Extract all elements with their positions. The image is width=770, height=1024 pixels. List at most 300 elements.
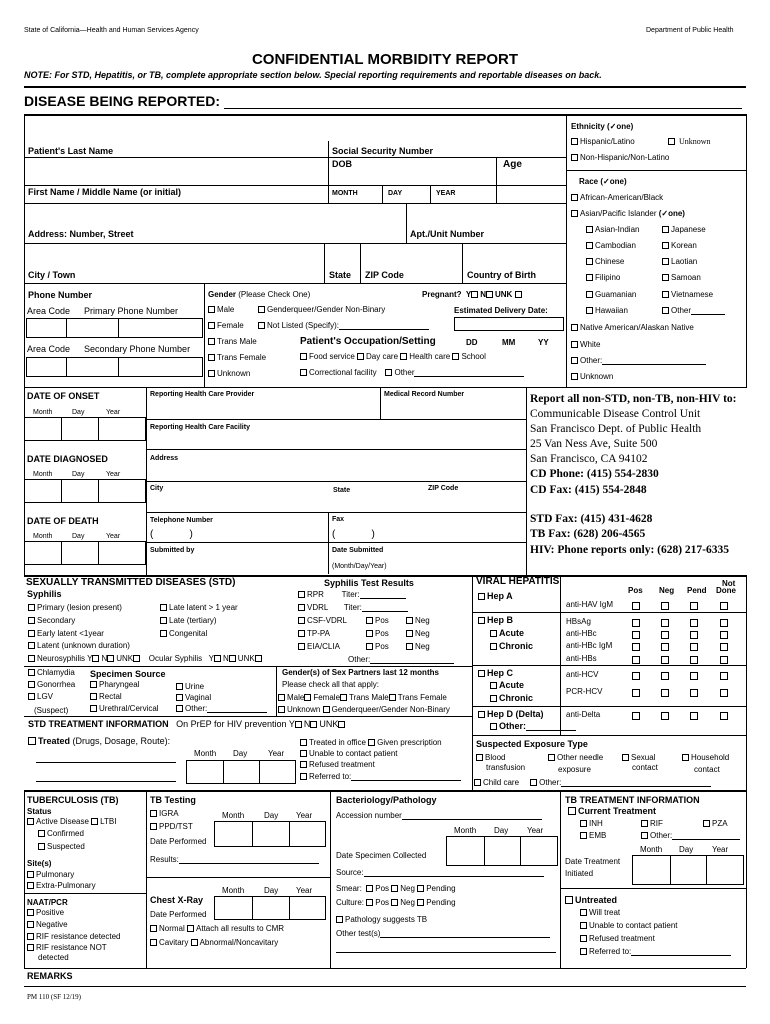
hep-b-label: Hep B [487,615,514,625]
smear-pending[interactable] [417,885,424,892]
provider-phone-label: Telephone Number [150,517,213,524]
tb-title: TUBERCULOSIS (TB) [27,795,119,805]
correctional-checkbox[interactable] [300,369,307,376]
tb-test-date-input[interactable] [214,821,326,847]
pharyngeal-label: Pharyngeal [99,680,140,689]
active-disease-checkbox[interactable] [27,818,34,825]
tb-referred-checkbox[interactable] [580,948,587,955]
rifnot2-label: detected [38,953,69,962]
tb-treat-month: Month [640,845,663,854]
rif-detected-checkbox[interactable] [27,933,34,940]
xray-day: Day [264,886,279,895]
tb-other-checkbox[interactable] [641,832,648,839]
african-american-checkbox[interactable] [571,194,578,201]
hep-result-pos-checkbox[interactable] [632,602,640,610]
smear-pos-label: Pos [375,884,390,893]
hep-other-checkbox[interactable] [490,723,497,730]
treated-office-checkbox[interactable] [300,739,307,746]
trans-male-checkbox[interactable] [208,338,215,345]
prescription-checkbox[interactable] [368,739,375,746]
samoan-checkbox[interactable] [662,274,669,281]
diag-day: Day [72,471,85,478]
household1-label: Household [691,753,730,762]
race-unknown-checkbox[interactable] [571,373,578,380]
hawaiian-checkbox[interactable] [586,307,593,314]
results-label: Results: [150,855,179,864]
partners-hint: Please check all that apply: [282,680,379,689]
lgv-checkbox[interactable] [28,693,35,700]
provider-zip-label: ZIP Code [428,485,459,492]
pharyngeal-checkbox[interactable] [90,681,97,688]
tb-refused-checkbox[interactable] [580,935,587,942]
gender-unknown-checkbox[interactable] [208,370,215,377]
gonorrhea-checkbox[interactable] [28,681,35,688]
remarks-label: REMARKS [27,971,73,981]
urine-label: Urine [185,682,205,691]
laotian-checkbox[interactable] [662,258,669,265]
not-listed-label: Not Listed (Specify): [267,321,340,330]
tb-referred-label: Referred to: [589,947,632,956]
remarks-input[interactable] [24,986,746,987]
tb-test-month: Month [222,811,245,820]
tb-treat-date-input[interactable] [632,855,744,885]
rif-checkbox[interactable] [641,820,648,827]
hep-b-acute[interactable] [490,630,497,637]
hep-result-neg-checkbox[interactable] [661,656,669,664]
edd-yy: YY [538,338,549,347]
tb-unable-label: Unable to contact patient [589,921,678,930]
diagnosed-date-input[interactable] [24,479,146,503]
hep-result-neg-checkbox[interactable] [661,631,669,639]
needle-checkbox[interactable] [548,754,555,761]
pathology-tb-checkbox[interactable] [336,916,343,923]
hep-c-acute[interactable] [490,682,497,689]
gender-hint: (Please Check One) [238,290,311,299]
primary-phone-label: Primary Phone Number [84,306,179,316]
disease-input[interactable] [224,108,742,109]
report-title: Report all non-STD, non-TB, non-HIV to: [530,393,737,405]
day-care-checkbox[interactable] [357,353,364,360]
collect-month: Month [454,826,477,835]
culture-pending[interactable] [417,899,424,906]
guamanian-label: Guamanian [595,290,637,299]
std-unable-checkbox[interactable] [300,750,307,757]
occ-other-label: Other [394,368,415,377]
secondary-phone-input[interactable] [26,357,203,377]
will-label: Will treat [589,908,621,917]
csf-neg[interactable] [406,617,413,624]
white-checkbox[interactable] [571,341,578,348]
edd-label: Estimated Delivery Date: [454,306,548,315]
neuro-y[interactable] [92,655,99,662]
csf-pos-label: Pos [375,616,389,625]
untreated-checkbox[interactable] [565,896,573,904]
tb-unable-checkbox[interactable] [580,922,587,929]
gender-unknown-label: Unknown [217,369,251,378]
hep-result-notdone-checkbox[interactable] [720,712,728,720]
treat-date1-label: Date Treatment [565,857,621,866]
death-month: Month [33,533,53,540]
hep-result-pos-checkbox[interactable] [632,643,640,651]
vaginal-checkbox[interactable] [176,694,183,701]
ocular-unk[interactable] [255,655,262,662]
first-name-label: First Name / Middle Name (or initial) [28,187,182,197]
specimen-other-checkbox[interactable] [176,705,183,712]
male-label: Male [217,305,235,314]
csf-vdrl-checkbox[interactable] [298,617,305,624]
genderqueer-checkbox[interactable] [258,306,265,313]
dob-label: DOB [332,159,352,169]
std-treat-date-input[interactable] [186,760,296,784]
urine-checkbox[interactable] [176,683,183,690]
hep-result-pend-checkbox[interactable] [690,619,698,627]
urethral-label: Urethral/Cervical [99,704,159,713]
tb-test-day: Day [264,811,279,820]
rectal-checkbox[interactable] [90,693,97,700]
cambodian-label: Cambodian [595,241,636,250]
hep-c-label: Hep C [487,668,514,678]
trans-female-checkbox[interactable] [208,354,215,361]
tppa-checkbox[interactable] [298,630,305,637]
abnormal-checkbox[interactable] [191,939,198,946]
vietnamese-label: Vietnamese [671,290,714,299]
hep-result-notdone-checkbox[interactable] [720,631,728,639]
pza-checkbox[interactable] [703,820,710,827]
hep-result-neg-checkbox[interactable] [661,689,669,697]
child-care-checkbox[interactable] [474,779,481,786]
area-code-label-2: Area Code [27,344,71,354]
asian-indian-checkbox[interactable] [586,226,593,233]
secondary-checkbox[interactable] [28,617,35,624]
provider-fax-label: Fax [332,516,345,523]
chlamydia-label: Chlamydia [37,668,75,677]
ptfemale-label: Trans Female [397,693,447,702]
hep-result-pend-checkbox[interactable] [690,656,698,664]
hep-result-pend-checkbox[interactable] [690,712,698,720]
pgq-label: Genderqueer/Gender Non-Binary [331,705,450,714]
japanese-checkbox[interactable] [662,226,669,233]
current-treatment-checkbox[interactable] [568,807,576,815]
vdrl-checkbox[interactable] [298,604,305,611]
food-service-checkbox[interactable] [300,353,307,360]
gonorrhea-label: Gonorrhea [37,680,76,689]
naat-negative-checkbox[interactable] [27,921,34,928]
race-other-checkbox[interactable] [571,357,578,364]
latent-unknown-checkbox[interactable] [28,642,35,649]
laotian-label: Laotian [671,257,698,266]
hep-d-checkbox[interactable] [478,711,485,718]
positive-label: Positive [36,908,65,917]
hep-other-label: Other: [499,721,526,731]
late-latent-checkbox[interactable] [160,604,167,611]
extra-pulmonary-checkbox[interactable] [27,882,34,889]
ocular-n[interactable] [229,655,236,662]
death-year: Year [106,533,121,540]
naat-positive-checkbox[interactable] [27,909,34,916]
pza-label: PZA [712,819,728,828]
sexual-checkbox[interactable] [622,754,629,761]
lgv-label: LGV [37,692,54,701]
collect-day: Day [494,826,509,835]
hep-neg-header: Neg [659,586,675,595]
rpr-label: RPR [307,590,324,599]
prep-n[interactable] [310,721,317,728]
emb-checkbox[interactable] [580,832,587,839]
death-date-input[interactable] [24,541,146,565]
hep-result-pos-checkbox[interactable] [632,712,640,720]
xray-date-input[interactable] [214,896,326,920]
partner-trans-male[interactable] [340,694,347,701]
exposure-title: Suspected Exposure Type [476,739,588,749]
hcv-label: anti-HCV [566,670,599,679]
igra-label: IGRA [159,809,179,818]
filipino-checkbox[interactable] [586,274,593,281]
eia-neg[interactable] [406,643,413,650]
occupation-other-checkbox[interactable] [385,369,392,376]
occupation-label: Patient's Occupation/Setting [300,336,436,347]
form-note: NOTE: For STD, Hepatitis, or TB, complete appropriate section below. Special reporting requirements and reportable diseases on back. [24,70,602,80]
early-latent-checkbox[interactable] [28,630,35,637]
race-unknown-label: Unknown [580,372,614,381]
hep-result-pos-checkbox[interactable] [632,656,640,664]
pregnant-unk[interactable] [515,291,522,298]
hep-result-pend-checkbox[interactable] [690,631,698,639]
performed-label: Date Performed [150,837,207,846]
hep-result-pos-checkbox[interactable] [632,672,640,680]
pregnant-yes[interactable] [471,291,478,298]
health-label: Health care [409,352,451,361]
tb-treat-day: Day [679,845,694,854]
cambodian-checkbox[interactable] [586,242,593,249]
race-other-label: Other: [580,356,603,365]
normal-checkbox[interactable] [150,925,157,932]
inh-checkbox[interactable] [580,820,587,827]
pregnant-no[interactable] [486,291,493,298]
hep-result-pos-checkbox[interactable] [632,689,640,697]
vietnamese-checkbox[interactable] [662,291,669,298]
culture-neg[interactable] [391,899,398,906]
igra-checkbox[interactable] [150,810,157,817]
hep-b-checkbox[interactable] [478,617,485,624]
rif-not-detected-checkbox[interactable] [27,944,34,951]
late-tertiary-checkbox[interactable] [160,617,167,624]
cavitary-checkbox[interactable] [150,939,157,946]
hispanic-checkbox[interactable] [571,138,578,145]
genderqueer-label: Genderqueer/Gender Non-Binary [267,305,386,314]
hbcigm-label: anti-HBc IgM [566,641,613,650]
race-other-api-checkbox[interactable] [662,307,669,314]
hep-result-notdone-checkbox[interactable] [720,689,728,697]
race-hint: (✓one) [600,177,627,186]
hep-done-header: Done [716,586,736,595]
date-death-label: DATE OF DEATH [27,516,99,526]
female-label: Female [217,321,244,330]
hep-result-pos-checkbox[interactable] [632,631,640,639]
blood-checkbox[interactable] [476,754,483,761]
edd-dd: DD [466,338,478,347]
hep-result-neg-checkbox[interactable] [661,712,669,720]
state-label: State [329,270,352,280]
culture-pos[interactable] [366,899,373,906]
neuro-n[interactable] [107,655,114,662]
zip-label: ZIP Code [365,270,404,280]
csf-neg-label: Neg [415,616,430,625]
will-treat-checkbox[interactable] [580,909,587,916]
race-title: Race [579,177,599,186]
tppa-neg[interactable] [406,630,413,637]
std-referred-label: Referred to: [309,772,352,781]
household-checkbox[interactable] [682,754,689,761]
school-checkbox[interactable] [452,353,459,360]
hep-result-notdone-checkbox[interactable] [720,672,728,680]
daycare-label: Day care [366,352,399,361]
mrn-label: Medical Record Number [384,391,465,398]
blood-label: Blood [485,753,506,762]
neuro-unk[interactable] [133,655,140,662]
onset-date-input[interactable] [24,417,146,441]
hep-result-notdone-checkbox[interactable] [720,656,728,664]
guamanian-checkbox[interactable] [586,291,593,298]
chinese-checkbox[interactable] [586,258,593,265]
non-hispanic-label: Non-Hispanic/Non-Latino [580,153,670,162]
punknown-label: Unknown [287,705,321,714]
department-name: Department of Public Health [646,27,734,34]
tppa-pos[interactable] [366,630,373,637]
rectal-label: Rectal [99,692,122,701]
chlamydia-checkbox[interactable] [28,669,35,676]
smear-pos[interactable] [366,885,373,892]
ocular-y[interactable] [214,655,221,662]
partner-trans-female[interactable] [389,694,396,701]
specimen-other-label: Other: [185,704,208,713]
std-refused-checkbox[interactable] [300,761,307,768]
neuro-label: Neurosyphilis [37,654,86,663]
ltbi-label: LTBI [100,817,117,826]
hep-a-checkbox[interactable] [478,593,485,600]
api-label: Asian/Pacific Islander [580,209,657,218]
suspected-checkbox[interactable] [38,843,45,850]
ppd-checkbox[interactable] [150,823,157,830]
date-onset-label: DATE OF ONSET [27,391,100,401]
preg-y: Y [465,290,472,299]
eia-checkbox[interactable] [298,643,305,650]
attach-checkbox[interactable] [187,925,194,932]
sexual2-label: contact [632,763,658,772]
partner-female[interactable] [304,694,311,701]
primary-checkbox[interactable] [28,604,35,611]
edd-input[interactable] [454,317,564,331]
ptmale-label: Trans Male [349,693,389,702]
exposure-other-checkbox[interactable] [530,779,537,786]
hep-c-checkbox[interactable] [478,670,485,677]
hep-result-neg-checkbox[interactable] [661,672,669,680]
health-care-checkbox[interactable] [400,353,407,360]
tb-testing-title: TB Testing [150,795,196,805]
hep-result-notdone-checkbox[interactable] [720,602,728,610]
hep-result-pos-checkbox[interactable] [632,619,640,627]
std-referred-checkbox[interactable] [300,773,307,780]
partner-male[interactable] [278,694,285,701]
native-american-checkbox[interactable] [571,324,578,331]
hep-c-acute-label: Acute [499,680,525,690]
ethnicity-unknown-label: Unknown [679,137,711,146]
disease-label: DISEASE BEING REPORTED: [24,93,221,109]
primary-phone-input[interactable] [26,318,203,338]
treated-hint: (Drugs, Dosage, Route): [72,736,171,746]
city-label: City / Town [28,270,76,280]
std-fax: STD Fax: (415) 431-4628 [530,513,653,525]
hep-c-chronic[interactable] [490,695,497,702]
hep-result-pend-checkbox[interactable] [690,643,698,651]
hep-c-chronic-label: Chronic [499,693,534,703]
attach-label: Attach all results to CMR [196,924,285,933]
needle1-label: Other needle [557,753,604,762]
non-hispanic-checkbox[interactable] [571,154,578,161]
std-refused-label: Refused treatment [309,760,375,769]
vdrl-titer-label: Titer: [343,603,362,612]
naat-label: NAAT/PCR [27,898,68,907]
xray-year: Year [296,886,313,895]
tb-treat-year: Year [712,845,729,854]
facility-label: Reporting Health Care Facility [150,424,250,431]
eia-pos[interactable] [366,643,373,650]
diag-year: Year [106,471,121,478]
partner-gq[interactable] [323,706,330,713]
corr-label: Correctional facility [309,368,377,377]
hep-result-pend-checkbox[interactable] [690,689,698,697]
male-checkbox[interactable] [208,306,215,313]
collect-date-input[interactable] [446,836,558,866]
household2-label: contact [694,765,720,774]
hep-result-notdone-checkbox[interactable] [720,643,728,651]
female-checkbox[interactable] [208,322,215,329]
korean-checkbox[interactable] [662,242,669,249]
report-line1: Communicable Disease Control Unit [530,408,701,420]
hep-pos-header: Pos [628,586,643,595]
hep-result-pend-checkbox[interactable] [690,602,698,610]
date-submitted-label: Date Submitted [332,547,384,554]
partner-unknown[interactable] [278,706,285,713]
gender-label: Gender [208,290,237,299]
ltbi-checkbox[interactable] [91,818,98,825]
asian-pacific-checkbox[interactable] [571,210,578,217]
prep-y[interactable] [295,721,302,728]
not-listed-checkbox[interactable] [258,322,265,329]
hep-result-neg-checkbox[interactable] [661,602,669,610]
smear-neg[interactable] [391,885,398,892]
pulmonary-checkbox[interactable] [27,871,34,878]
hep-result-notdone-checkbox[interactable] [720,619,728,627]
hep-result-neg-checkbox[interactable] [661,619,669,627]
provider-state-label: State [333,487,351,494]
hep-result-neg-checkbox[interactable] [661,643,669,651]
treated-checkbox[interactable] [28,737,36,745]
white-label: White [580,340,601,349]
urethral-checkbox[interactable] [90,705,97,712]
csf-pos[interactable] [366,617,373,624]
confirmed-checkbox[interactable] [38,830,45,837]
ppd-label: PPD/TST [159,822,193,831]
ethnicity-unknown-checkbox[interactable] [668,138,675,145]
congenital-checkbox[interactable] [160,630,167,637]
hep-b-chronic[interactable] [490,643,497,650]
hep-result-pend-checkbox[interactable] [690,672,698,680]
rifnot1-label: RIF resistance NOT [36,943,107,952]
tppa-label: TP-PA [307,629,330,638]
prep-unk[interactable] [338,721,345,728]
neurosyphilis-checkbox[interactable] [28,655,35,662]
rpr-checkbox[interactable] [298,591,305,598]
